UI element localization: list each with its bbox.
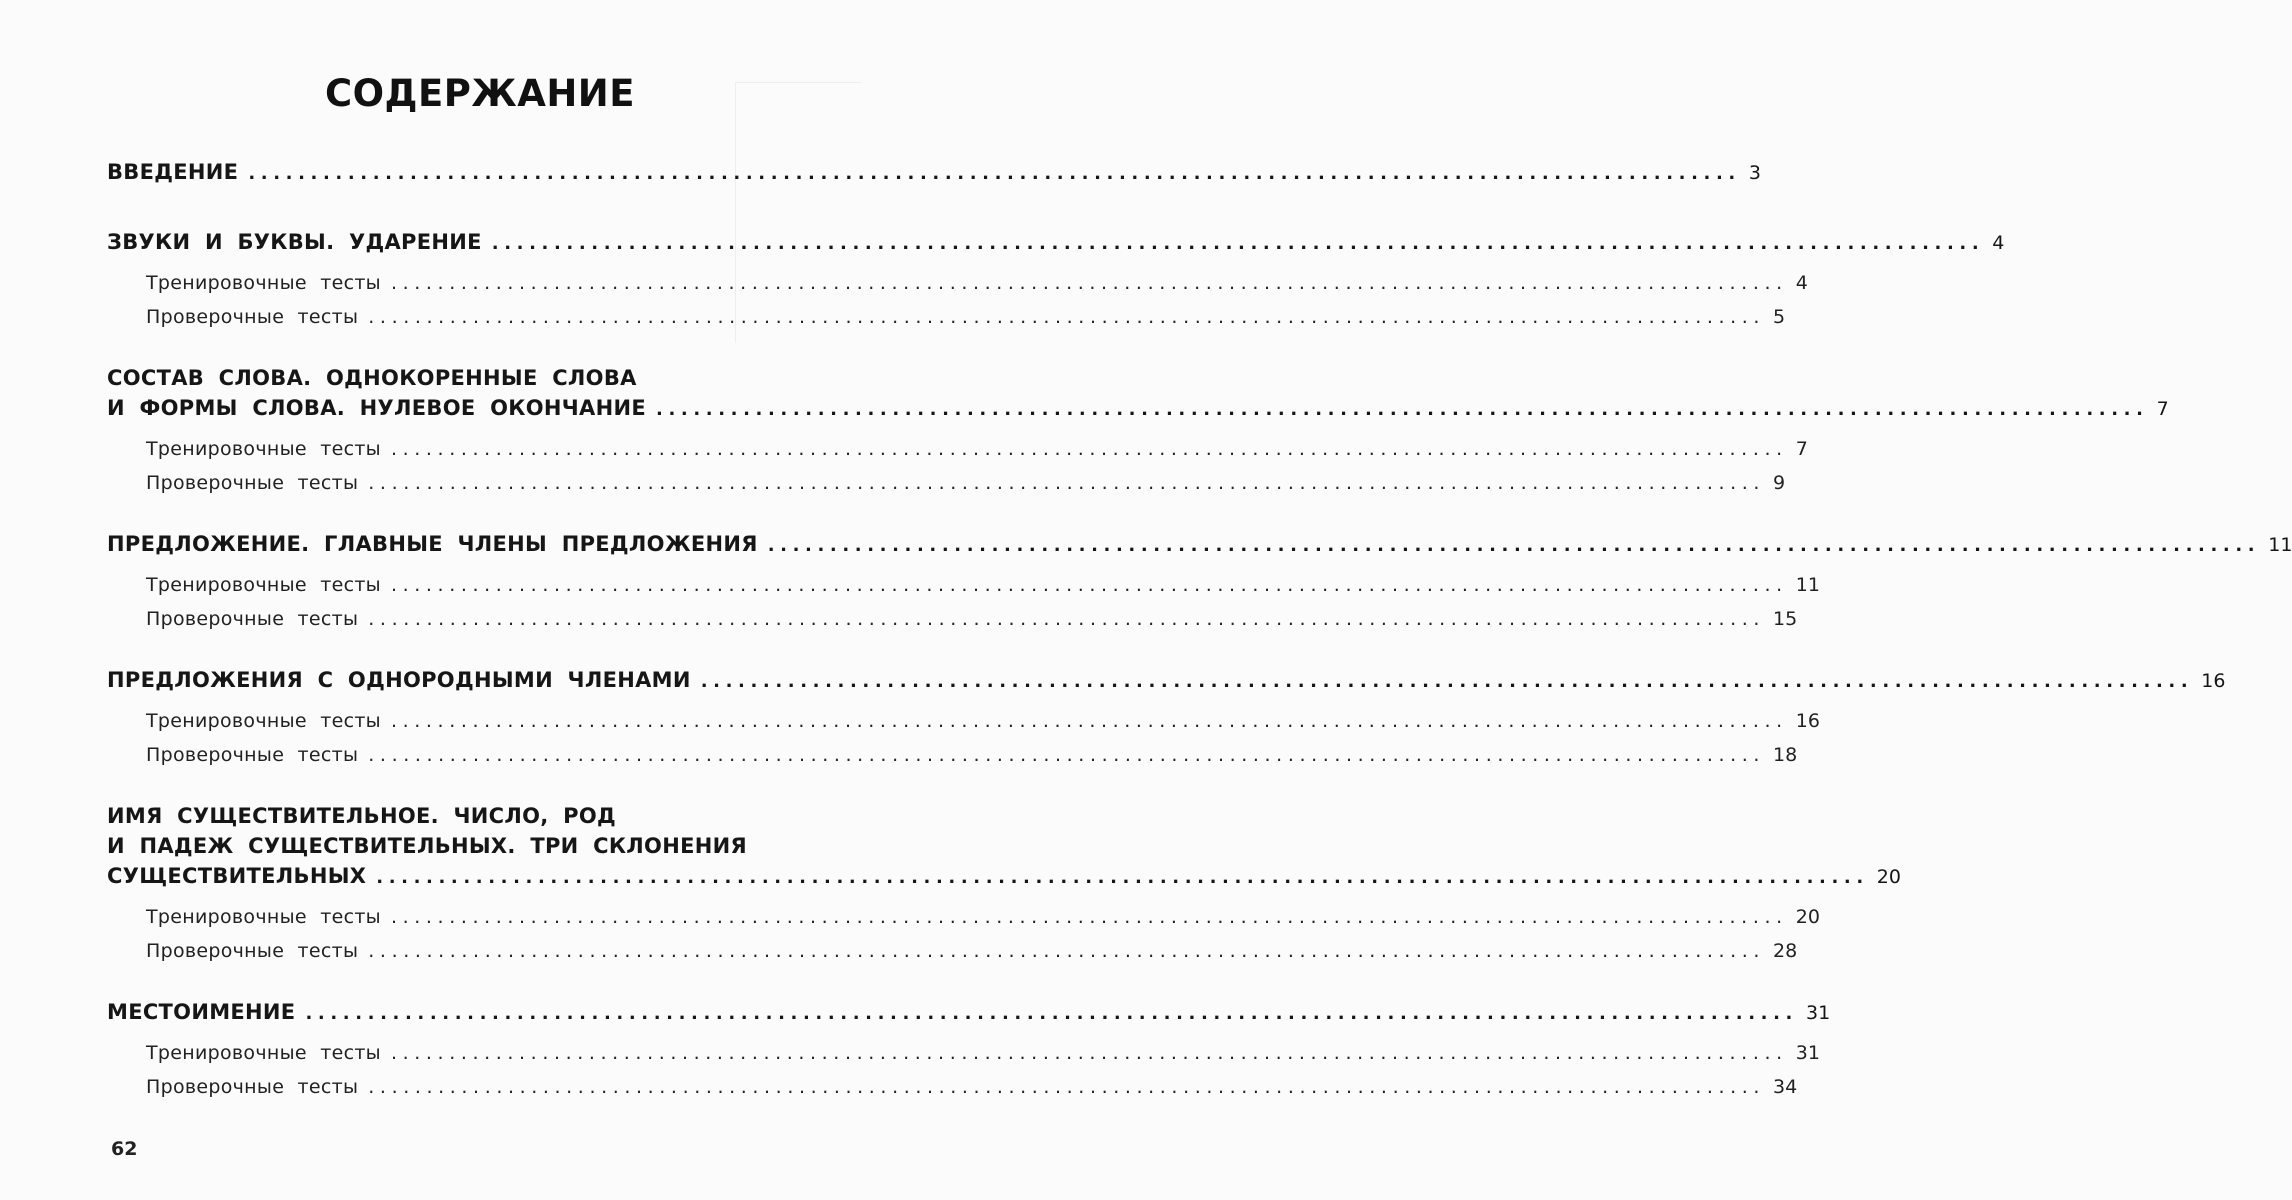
subsection-page-number: 31 [1795, 1042, 1820, 1064]
subsection-label: Проверочные тесты [146, 472, 359, 494]
toc-subsection-entry[interactable] [146, 438, 1808, 460]
dot-leader: ........................................................................................................................ [391, 906, 1788, 928]
dot-leader: ........................................................................................................................ [368, 472, 1766, 494]
toc-subsection-entry[interactable] [146, 744, 1798, 766]
subsection-page-number: 34 [1773, 1076, 1798, 1098]
section-heading: И ФОРМЫ СЛОВА. НУЛЕВОЕ ОКОНЧАНИЕ [107, 396, 647, 420]
subsection-label: Тренировочные тесты [146, 1042, 381, 1064]
subsection-page-number: 4 [1795, 272, 1808, 294]
dot-leader: ........................................................................................................................ [391, 710, 1788, 732]
subsection-label: Тренировочные тесты [146, 710, 381, 732]
subsection-page-number: 18 [1773, 744, 1798, 766]
section-page-number: 11 [2268, 534, 2292, 556]
subsection-page-number: 11 [1795, 574, 1820, 596]
dot-leader: ........................................................................................................................ [391, 272, 1788, 294]
subsection-page-number: 16 [1795, 710, 1820, 732]
toc-section-entry[interactable] [107, 1000, 1831, 1024]
dot-leader: ........................................................................................................................ [656, 399, 2149, 420]
subsection-page-number: 20 [1795, 906, 1820, 928]
subsection-label: Проверочные тесты [146, 940, 359, 962]
toc-subsection-entry[interactable] [146, 906, 1820, 928]
subsection-label: Проверочные тесты [146, 608, 359, 630]
toc-subsection-entry[interactable] [146, 1076, 1798, 1098]
dot-leader: ........................................................................................................................ [767, 535, 2261, 556]
toc-subsection-entry[interactable] [146, 306, 1786, 328]
dot-leader: ........................................................................................................................ [248, 163, 1741, 184]
subsection-label: Тренировочные тесты [146, 906, 381, 928]
section-page-number: 31 [1806, 1002, 1831, 1024]
dot-leader: ........................................................................................................................ [700, 671, 2194, 692]
subsection-label: Проверочные тесты [146, 306, 359, 328]
section-page-number: 16 [2201, 670, 2226, 692]
section-heading-line: СОСТАВ СЛОВА. ОДНОКОРЕННЫЕ СЛОВА [107, 366, 637, 390]
section-heading-line: И ПАДЕЖ СУЩЕСТВИТЕЛЬНЫХ. ТРИ СКЛОНЕНИЯ [107, 834, 747, 858]
subsection-page-number: 9 [1773, 472, 1786, 494]
toc-subsection-entry[interactable] [146, 940, 1798, 962]
toc-subsection-entry[interactable] [146, 472, 1786, 494]
subsection-page-number: 15 [1773, 608, 1798, 630]
subsection-page-number: 28 [1773, 940, 1798, 962]
section-page-number: 3 [1748, 162, 1761, 184]
section-heading: ЗВУКИ И БУКВЫ. УДАРЕНИЕ [107, 230, 482, 254]
page-title: СОДЕРЖАНИЕ [324, 72, 636, 115]
section-page-number: 4 [1992, 232, 2005, 254]
dot-leader: ........................................................................................................................ [391, 574, 1788, 596]
dot-leader: ........................................................................................................................ [368, 1076, 1766, 1098]
dot-leader: ........................................................................................................................ [305, 1003, 1798, 1024]
dot-leader: ........................................................................................................................ [368, 608, 1766, 630]
toc-section-entry[interactable] [107, 668, 2226, 692]
section-heading: ПРЕДЛОЖЕНИЕ. ГЛАВНЫЕ ЧЛЕНЫ ПРЕДЛОЖЕНИЯ [107, 532, 758, 556]
dot-leader: ........................................................................................................................ [376, 867, 1869, 888]
section-heading: МЕСТОИМЕНИЕ [107, 1000, 296, 1024]
dot-leader: ........................................................................................................................ [368, 744, 1766, 766]
toc-section-entry[interactable] [107, 160, 1761, 184]
toc-section-entry[interactable] [107, 864, 1901, 888]
subsection-label: Тренировочные тесты [146, 574, 381, 596]
dot-leader: ........................................................................................................................ [391, 1042, 1788, 1064]
section-heading: ВВЕДЕНИЕ [107, 160, 239, 184]
subsection-page-number: 5 [1773, 306, 1786, 328]
toc-subsection-entry[interactable] [146, 1042, 1820, 1064]
section-heading: СУЩЕСТВИТЕЛЬНЫХ [107, 864, 367, 888]
subsection-label: Тренировочные тесты [146, 438, 381, 460]
dot-leader: ........................................................................................................................ [491, 233, 1985, 254]
toc-subsection-entry[interactable] [146, 608, 1798, 630]
subsection-label: Проверочные тесты [146, 744, 359, 766]
dot-leader: ........................................................................................................................ [391, 438, 1788, 460]
dot-leader: ........................................................................................................................ [368, 306, 1766, 328]
section-page-number: 7 [2156, 398, 2169, 420]
toc-section-entry[interactable] [107, 230, 2005, 254]
toc-subsection-entry[interactable] [146, 574, 1820, 596]
dot-leader: ........................................................................................................................ [368, 940, 1766, 962]
subsection-page-number: 7 [1795, 438, 1808, 460]
toc-section-entry[interactable] [107, 532, 2292, 556]
page-number: 62 [111, 1138, 138, 1160]
subsection-label: Тренировочные тесты [146, 272, 381, 294]
subsection-label: Проверочные тесты [146, 1076, 359, 1098]
toc-subsection-entry[interactable] [146, 710, 1820, 732]
section-page-number: 20 [1876, 866, 1901, 888]
section-heading-line: ИМЯ СУЩЕСТВИТЕЛЬНОЕ. ЧИСЛО, РОД [107, 804, 617, 828]
toc-section-entry[interactable] [107, 396, 2169, 420]
section-heading: ПРЕДЛОЖЕНИЯ С ОДНОРОДНЫМИ ЧЛЕНАМИ [107, 668, 691, 692]
toc-subsection-entry[interactable] [146, 272, 1808, 294]
